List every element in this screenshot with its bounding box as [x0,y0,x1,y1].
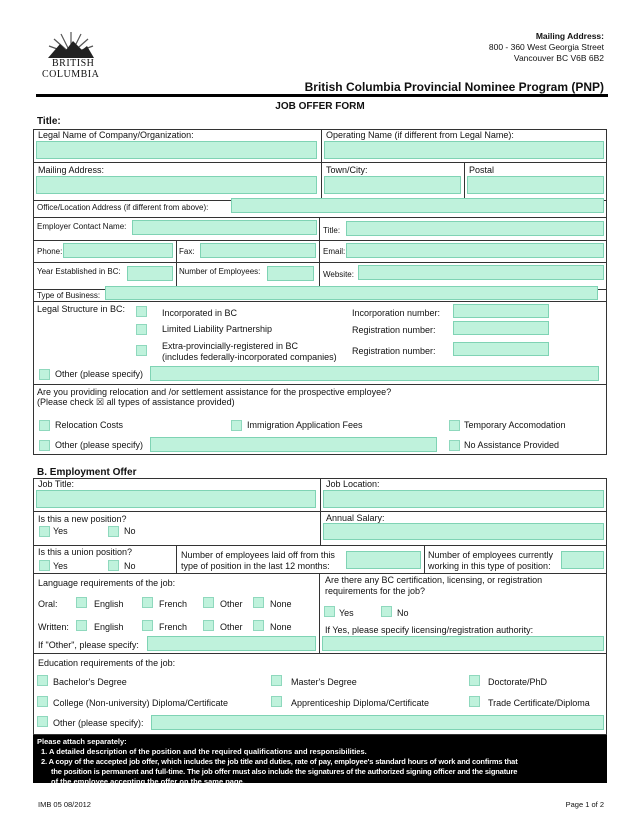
new-position-yes-checkbox[interactable] [39,526,50,537]
legal-name-input[interactable] [36,141,317,159]
inc-number-label: Incorporation number: [352,308,441,318]
divider [176,545,177,573]
divider [424,545,425,573]
language-req-label: Language requirements of the job: [38,578,176,588]
no-assist-label: No Assistance Provided [464,440,560,450]
section-b-title: B. Employment Offer [37,467,137,478]
page-number: Page 1 of 2 [565,800,604,809]
divider [33,653,607,654]
currently-label2: working in this type of position: [428,561,551,571]
llp-label: Limited Liability Partnership [162,324,273,334]
phone-input[interactable] [63,243,173,258]
oral-none-checkbox[interactable] [253,597,264,608]
college-label: College (Non-university) Diploma/Certificate [53,698,229,708]
laid-off-label2: type of position in the last 12 months: [181,561,330,571]
form-title: JOB OFFER FORM [275,101,365,112]
reg-number-input2[interactable] [453,342,549,356]
annual-salary-label: Annual Salary: [326,513,385,523]
immigration-fees-checkbox[interactable] [231,420,242,431]
title-label: Title: [323,226,341,235]
relocation-costs-label: Relocation Costs [55,420,124,430]
other-structure-label: Other (please specify) [55,369,144,379]
postal-label: Postal [469,165,495,175]
no-assist-checkbox[interactable] [449,440,460,451]
immigration-fees-label: Immigration Application Fees [247,420,363,430]
num-employees-label: Number of Employees: [179,267,261,276]
divider [176,240,177,289]
form-code: IMB 05 08/2012 [38,800,91,809]
trade-label: Trade Certificate/Diploma [488,698,590,708]
divider [464,162,465,200]
address-line2: Vancouver BC V6B 6B2 [513,53,604,63]
attach-item2a: 2. A copy of the accepted job offer, which includes the job title and duties, rate of pay, employee's standard hours of work and confirms that [41,757,518,766]
divider [33,240,607,241]
written-english-label: English [94,622,124,632]
type-business-label: Type of Business: [37,291,101,300]
phone-label: Phone: [37,247,63,256]
cert-yes-checkbox[interactable] [324,606,335,617]
program-title: British Columbia Provincial Nominee Program (PNP) [304,80,604,94]
reg-number-label1: Registration number: [352,325,436,335]
education-req-label: Education requirements of the job: [38,658,176,668]
new-position-yes-label: Yes [53,526,68,536]
divider [33,384,607,385]
other-edu-checkbox[interactable] [37,716,48,727]
contact-name-label: Employer Contact Name: [37,222,127,231]
sun-mountain-icon [46,30,96,58]
operating-name-input[interactable] [324,141,604,159]
email-input[interactable] [346,243,604,258]
other-assist-label: Other (please specify) [55,440,144,450]
if-other-label: If "Other", please specify: [38,640,139,650]
union-yes-checkbox[interactable] [39,560,50,571]
llp-checkbox[interactable] [136,324,147,335]
extra-prov-checkbox[interactable] [136,345,147,356]
relocation-question1: Are you providing relocation and /or settlement assistance for the prospective employee? [37,387,392,397]
cert-question1: Are there any BC certification, licensing, or registration [325,575,543,585]
currently-label1: Number of employees currently [428,550,554,560]
divider [33,217,607,218]
year-established-input[interactable] [127,266,173,281]
other-assist-input[interactable] [150,437,437,452]
town-city-label: Town/City: [326,165,368,175]
mailing-address-label: Mailing Address: [38,165,105,175]
attach-note [33,735,607,786]
written-none-checkbox[interactable] [253,620,264,631]
divider [33,573,607,574]
union-no-checkbox[interactable] [108,560,119,571]
written-label: Written: [38,622,69,632]
annual-salary-input[interactable] [323,523,604,540]
oral-french-checkbox[interactable] [142,597,153,608]
cert-auth-input[interactable] [322,636,604,651]
cert-auth-label: If Yes, please specify licensing/registration authority: [325,625,534,635]
reg-number-input1[interactable] [453,321,549,335]
oral-other-checkbox[interactable] [203,597,214,608]
bachelor-label: Bachelor's Degree [53,677,127,687]
divider [33,162,607,163]
address-line1: 800 - 360 West Georgia Street [488,42,604,52]
laid-off-input[interactable] [346,551,421,569]
inc-bc-label: Incorporated in BC [162,308,238,318]
website-label: Website: [323,270,354,279]
operating-name-label: Operating Name (if different from Legal Name): [326,130,514,140]
num-employees-input[interactable] [267,266,314,281]
fax-input[interactable] [200,243,316,258]
year-established-label: Year Established in BC: [37,267,121,276]
master-checkbox[interactable] [271,675,282,686]
type-business-input[interactable] [105,286,598,300]
website-input[interactable] [358,265,604,280]
cert-question2: requirements for the job? [325,586,426,596]
job-location-input[interactable] [323,490,604,508]
legal-name-label: Legal Name of Company/Organization: [38,130,194,140]
logo-text-columbia: COLUMBIA [42,69,100,80]
new-position-no-checkbox[interactable] [108,526,119,537]
written-other-label: Other [220,622,243,632]
job-title-input[interactable] [36,490,316,508]
written-french-label: French [159,622,188,632]
extra-prov-label1: Extra-provincially-registered in BC [162,341,299,351]
doctorate-checkbox[interactable] [469,675,480,686]
attach-item1: 1. A detailed description of the position and the required qualifications and responsibilities. [41,747,367,756]
oral-other-label: Other [220,599,243,609]
new-position-no-label: No [124,526,136,536]
trade-checkbox[interactable] [469,696,480,707]
divider [33,511,607,512]
other-edu-input[interactable] [151,715,604,730]
divider [319,217,320,289]
inc-number-input[interactable] [453,304,549,318]
oral-french-label: French [159,599,188,609]
other-edu-label: Other (please specify): [53,718,144,728]
college-checkbox[interactable] [37,696,48,707]
union-yes-label: Yes [53,561,68,571]
job-location-label: Job Location: [326,479,380,489]
job-title-label: Job Title: [38,479,75,489]
legal-structure-label: Legal Structure in BC: [37,304,126,314]
fax-label: Fax: [179,247,195,256]
currently-input[interactable] [561,551,604,569]
cert-yes-label: Yes [339,608,354,618]
temp-accom-label: Temporary Accomodation [464,420,566,430]
written-french-checkbox[interactable] [142,620,153,631]
attach-item2b: the position is permanent and full-time. The job offer must also include the signatures of the authorized signing officer and the signature [51,767,518,776]
reg-number-label2: Registration number: [352,346,436,356]
email-label: Email: [323,247,346,256]
written-other-checkbox[interactable] [203,620,214,631]
relocation-costs-checkbox[interactable] [39,420,50,431]
oral-english-checkbox[interactable] [76,597,87,608]
divider [321,129,322,200]
if-other-input[interactable] [147,636,316,651]
postal-input[interactable] [467,176,604,194]
office-address-label: Office/Location Address (if different from above): [37,203,209,212]
divider [33,545,607,546]
oral-label: Oral: [38,599,58,609]
inc-bc-checkbox[interactable] [136,306,147,317]
cert-no-label: No [397,608,409,618]
union-no-label: No [124,561,136,571]
section-a-title: Title: [37,116,61,127]
written-english-checkbox[interactable] [76,620,87,631]
temp-accom-checkbox[interactable] [449,420,460,431]
oral-english-label: English [94,599,124,609]
header-rule [36,94,608,97]
title-input[interactable] [346,221,604,236]
master-label: Master's Degree [291,677,357,687]
other-structure-checkbox[interactable] [39,369,50,380]
written-none-label: None [270,622,292,632]
extra-prov-label2: (includes federally-incorporated companies) [162,352,337,362]
divider [33,301,607,302]
apprentice-checkbox[interactable] [271,696,282,707]
divider [33,262,607,263]
union-position-label: Is this a union position? [38,547,133,557]
logo-text-british: BRITISH [52,58,95,69]
other-structure-input[interactable] [150,366,599,381]
attach-item2c: of the employee accepting the offer on the same page. [51,777,245,786]
laid-off-label1: Number of employees laid off from this [181,550,335,560]
attach-heading: Please attach separately: [37,737,127,746]
new-position-label: Is this a new position? [38,514,127,524]
doctorate-label: Doctorate/PhD [488,677,548,687]
oral-none-label: None [270,599,292,609]
other-assist-checkbox[interactable] [39,440,50,451]
cert-no-checkbox[interactable] [381,606,392,617]
contact-name-input[interactable] [132,220,317,235]
office-address-input[interactable] [231,198,604,213]
town-city-input[interactable] [324,176,461,194]
apprentice-label: Apprenticeship Diploma/Certificate [291,698,430,708]
mailing-address-input[interactable] [36,176,317,194]
relocation-question2: (Please check ☒ all types of assistance provided) [37,397,235,407]
divider [319,573,320,653]
mailing-label: Mailing Address: [535,31,604,41]
bc-logo [40,30,102,82]
bachelor-checkbox[interactable] [37,675,48,686]
